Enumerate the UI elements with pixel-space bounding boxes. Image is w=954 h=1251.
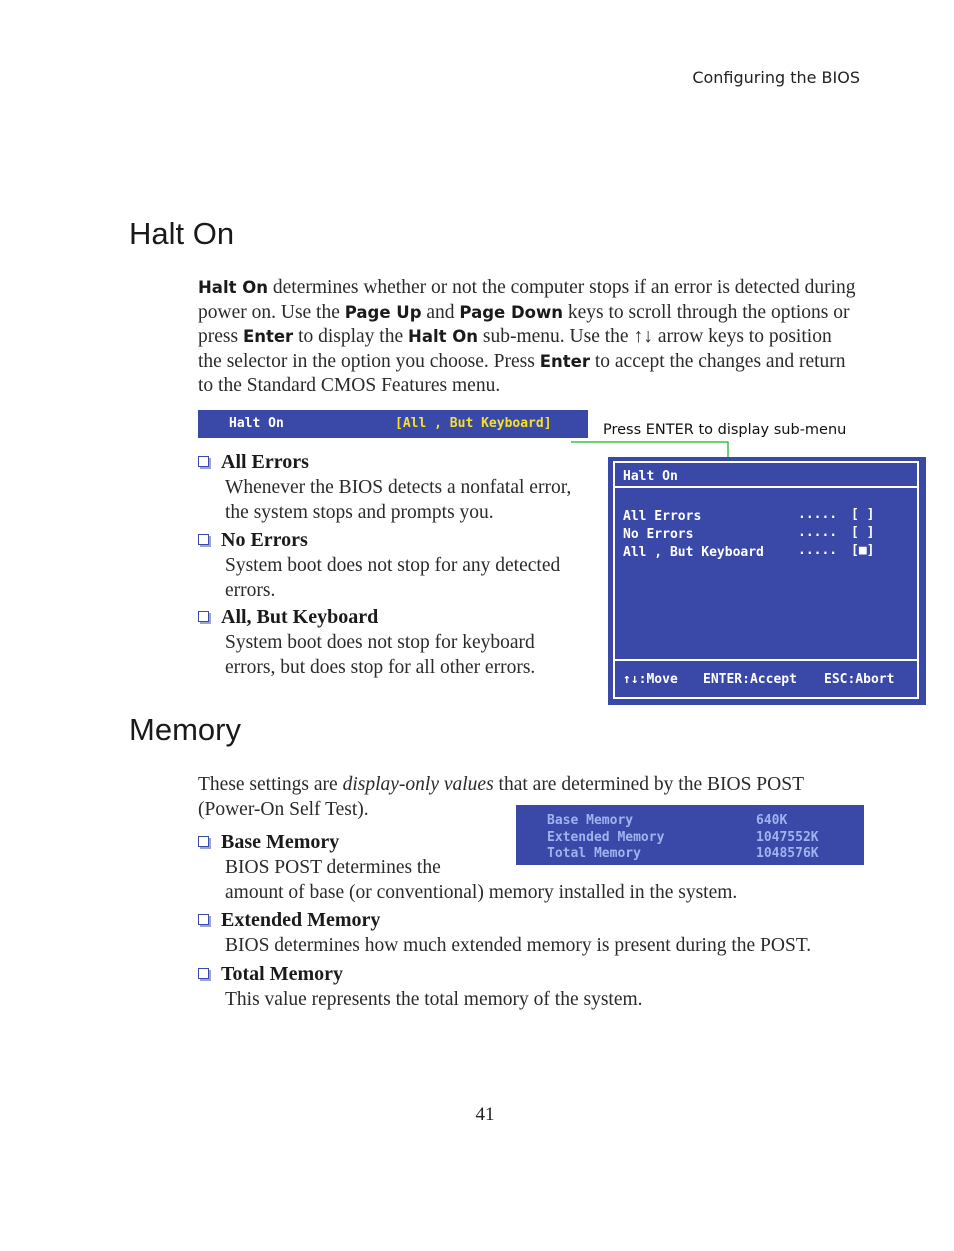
- submenu-option[interactable]: [623, 507, 701, 525]
- submenu-footer-accept: ENTER:Accept: [703, 672, 797, 687]
- halt-on-submenu: [608, 457, 926, 705]
- submenu-divider-top: [615, 486, 917, 488]
- submenu-option-label: No Errors: [623, 527, 694, 542]
- checkbox-bullet-icon: [198, 456, 209, 467]
- desc-line: errors, but does stop for all other errors.: [225, 656, 536, 678]
- desc-line: amount of base (or conventional) memory installed in the system.: [225, 881, 738, 903]
- checkbox-bullet-icon: [198, 968, 209, 979]
- submenu-frame: [613, 461, 919, 699]
- intro-text: (Power-On Self Test).: [198, 798, 369, 820]
- submenu-option[interactable]: [623, 543, 764, 561]
- desc-line: the system stops and prompts you.: [225, 501, 494, 523]
- option-desc: [225, 476, 571, 525]
- submenu-option-label: All Errors: [623, 509, 702, 524]
- submenu-option-label: All , But Keyboard: [623, 545, 764, 560]
- intro-text: to accept the changes and return to the Standard CMOS Features menu.: [198, 350, 846, 396]
- option-title: All, But Keyboard: [221, 606, 379, 628]
- memory-value: 1048576K: [756, 846, 819, 861]
- submenu-divider-bottom: [615, 659, 917, 661]
- desc-line: System boot does not stop for keyboard: [225, 632, 535, 653]
- option-desc: [225, 554, 560, 603]
- keyword: Enter: [242, 327, 294, 346]
- intro-text: and: [421, 301, 460, 323]
- submenu-title: Halt On: [623, 469, 678, 484]
- option-desc: [225, 934, 811, 959]
- memory-value: 1047552K: [756, 830, 819, 845]
- checkbox-bullet-icon: [198, 611, 209, 622]
- option-title: Total Memory: [221, 963, 344, 985]
- option-desc: [225, 988, 643, 1013]
- keyword: Halt On: [198, 278, 269, 297]
- section-heading-halt-on: Halt On: [129, 216, 235, 251]
- keyword: Enter: [539, 351, 590, 371]
- halt-on-intro-paragraph: [198, 276, 858, 399]
- submenu-option-dots: .....: [798, 525, 838, 540]
- option-title: No Errors: [221, 529, 308, 551]
- option-extended-memory: [198, 909, 380, 932]
- memory-label: Extended Memory: [547, 830, 665, 845]
- option-desc: [225, 856, 737, 905]
- submenu-option-dots: .....: [798, 507, 838, 522]
- intro-text: to display the: [293, 326, 409, 347]
- intro-text: These settings are: [198, 774, 343, 795]
- desc-line: System boot does not stop for any detected: [225, 555, 561, 576]
- option-all-but-keyboard: [198, 606, 378, 629]
- option-title: All Errors: [221, 451, 309, 473]
- option-title: Extended Memory: [221, 909, 381, 931]
- keyword: Halt On: [408, 327, 479, 346]
- option-total-memory: [198, 963, 343, 986]
- submenu-footer-abort: ESC:Abort: [824, 672, 895, 687]
- memory-label: Base Memory: [547, 813, 634, 828]
- checkbox-bullet-icon: [198, 534, 209, 545]
- section-heading-memory: Memory: [129, 712, 241, 747]
- option-no-errors: [198, 529, 308, 552]
- bios-halt-on-bar: [198, 410, 588, 438]
- intro-text: keys to scroll through the options or press: [198, 301, 850, 347]
- running-header: Configuring the BIOS: [692, 68, 860, 87]
- desc-line: BIOS determines how much extended memory is present during the POST.: [225, 935, 812, 956]
- option-title: Base Memory: [221, 831, 340, 853]
- bios-bar-value: [All , But Keyboard]: [395, 416, 552, 431]
- submenu-option-mark-selected: [■]: [851, 543, 875, 558]
- submenu-option[interactable]: [623, 525, 693, 543]
- page-number: 41: [475, 1104, 495, 1125]
- submenu-option-dots: .....: [798, 543, 838, 558]
- option-base-memory: [198, 831, 339, 854]
- checkbox-bullet-icon: [198, 836, 209, 847]
- intro-emphasis: display-only values: [342, 774, 494, 795]
- bios-bar-label: Halt On: [229, 416, 284, 431]
- option-desc: [225, 631, 535, 680]
- submenu-option-mark: [ ]: [851, 507, 875, 522]
- intro-text: that are determined by the BIOS POST: [493, 774, 804, 795]
- desc-line: BIOS POST determines the: [225, 857, 441, 878]
- intro-text: sub-menu. Use the ↑↓ arrow keys to position the selector in the option you choose. Press: [198, 326, 832, 372]
- desc-line: Whenever the BIOS detects a nonfatal error,: [225, 477, 572, 498]
- memory-value: 640K: [756, 813, 788, 828]
- checkbox-bullet-icon: [198, 914, 209, 925]
- memory-label: Total Memory: [547, 846, 641, 861]
- callout-label: Press ENTER to display sub-menu: [603, 422, 847, 438]
- intro-text: determines whether or not the computer stops if an error is detected during power on. Use the: [198, 277, 856, 323]
- option-all-errors: [198, 451, 309, 474]
- keyword: Page Up: [344, 302, 422, 322]
- desc-line: errors.: [225, 579, 276, 601]
- keyword: Page Down: [459, 302, 563, 322]
- submenu-option-mark: [ ]: [851, 525, 875, 540]
- submenu-footer-move: ↑↓:Move: [623, 672, 678, 687]
- desc-line: This value represents the total memory of the system.: [225, 989, 643, 1010]
